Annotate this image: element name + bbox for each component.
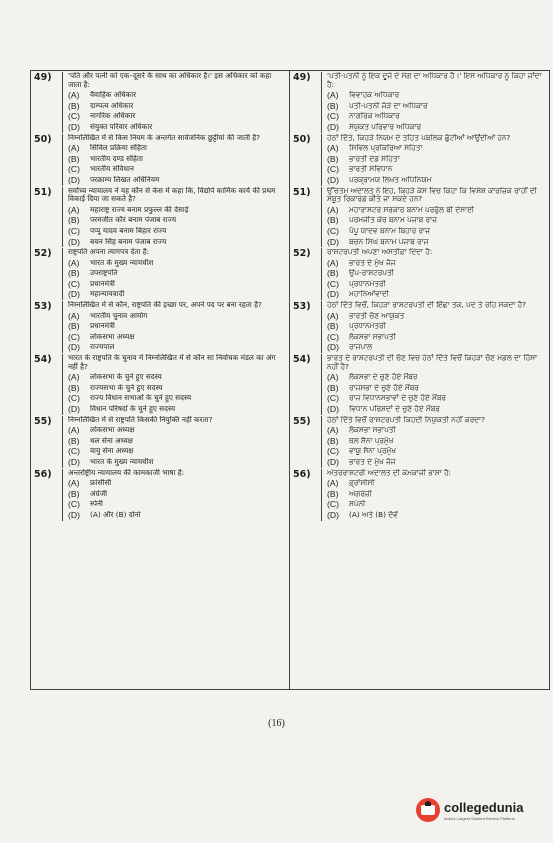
question-number: 54) xyxy=(31,354,63,415)
option-text: (A) ਅਤੇ (B) ਦੋਵੇਂ xyxy=(349,510,398,519)
option-text: ਲੋਕਸਭਾ ਸਭਾਪਤੀ xyxy=(349,332,396,341)
option-text: भारत के मुख्य न्यायधीश xyxy=(90,457,154,466)
option-letter: (C) xyxy=(327,393,339,404)
option-letter: (C) xyxy=(68,331,80,342)
option-letter: (B) xyxy=(68,215,80,226)
option-text: लोकसभा अध्यक्ष xyxy=(90,332,135,341)
option-letter: (B) xyxy=(327,382,339,393)
option-letter: (A) xyxy=(68,90,80,101)
answer-option xyxy=(327,111,545,122)
option-letter: (B) xyxy=(68,100,80,111)
answer-option xyxy=(327,446,545,457)
punjabi-column xyxy=(290,71,549,689)
option-letter: (A) xyxy=(68,478,80,489)
question-number: 53) xyxy=(290,301,322,353)
option-text: ਪੱਪੂ ਯਾਦਵ ਬਨਾਮ ਬਿਹਾਰ ਰਾਜ xyxy=(349,226,430,235)
option-letter: (B) xyxy=(68,488,80,499)
option-text: स्पेनी xyxy=(90,500,103,509)
option-text: ਭਾਰਤ ਦੇ ਮੁੱਖ ਜੱਜ xyxy=(349,258,396,267)
answer-option xyxy=(68,268,285,279)
option-text: वायु सेना अध्यक्ष xyxy=(90,447,134,456)
answer-option xyxy=(68,101,285,112)
answer-option xyxy=(68,332,285,343)
question-item xyxy=(31,300,289,353)
question-body xyxy=(63,354,289,415)
answer-option xyxy=(327,289,545,300)
option-letter: (A) xyxy=(327,478,339,489)
option-letter: (A) xyxy=(68,257,80,268)
option-letter: (D) xyxy=(327,509,339,520)
question-item xyxy=(31,247,289,300)
answer-option xyxy=(68,164,285,175)
option-text: ਸਿਵਿਲ ਪ੍ਰਕਿਰਿਆ ਸੰਹਿਤਾ xyxy=(349,144,423,153)
graduate-mascot-icon xyxy=(416,798,440,822)
option-letter: (C) xyxy=(327,278,339,289)
option-letter: (A) xyxy=(327,143,339,154)
answer-option xyxy=(68,404,285,415)
option-text: ਵਾਯੂ ਸੈਨਾ ਪ੍ਰਮੁੱਖ xyxy=(349,447,396,456)
option-letter: (D) xyxy=(327,289,339,300)
answer-option xyxy=(327,90,545,101)
option-text: अंग्रेजी xyxy=(90,489,107,498)
answer-option xyxy=(68,393,285,404)
answer-option xyxy=(327,175,545,186)
question-body xyxy=(63,134,289,186)
option-letter: (B) xyxy=(68,382,80,393)
question-number: 53) xyxy=(31,301,63,353)
option-text: ਪਤੀ-ਪਤਨੀ ਜੋੜੇ ਦਾ ਅਧਿਕਾਰ xyxy=(349,101,428,110)
question-text: 'पति और पत्नी को एक–दूसरे के साथ का अधिकार है।' इस अधिकार को कहा जाता है: xyxy=(68,72,272,89)
answer-option xyxy=(327,237,545,248)
question-number: 50) xyxy=(31,134,63,186)
answer-option xyxy=(68,372,285,383)
question-body xyxy=(322,469,549,521)
question-number: 55) xyxy=(31,416,63,468)
option-letter: (B) xyxy=(68,321,80,332)
option-letter: (B) xyxy=(327,268,339,279)
answer-option xyxy=(68,446,285,457)
answer-option xyxy=(68,457,285,468)
question-number: 49) xyxy=(31,72,63,133)
answer-option xyxy=(327,215,545,226)
option-letter: (B) xyxy=(327,435,339,446)
option-letter: (D) xyxy=(68,456,80,467)
option-letter: (C) xyxy=(68,499,80,510)
answer-option xyxy=(327,489,545,500)
question-number: 50) xyxy=(290,134,322,186)
question-sheet xyxy=(30,70,550,690)
option-text: ਵਿਧਾਨ ਪਰਿਸ਼ਦਾਂ ਦੇ ਚੁਣੇ ਹੋਏ ਮੈਂਬਰ xyxy=(349,405,440,413)
option-letter: (A) xyxy=(68,372,80,383)
option-letter: (A) xyxy=(327,257,339,268)
answer-option xyxy=(68,383,285,394)
option-text: ਫ਼੍ਰਾਂਸੀਸੀ xyxy=(349,479,375,488)
question-body xyxy=(322,301,549,353)
answer-option xyxy=(327,164,545,175)
option-text: ਮਹਾਰਾਸ਼ਟਰ ਸਰਕਾਰ ਬਨਾਮ ਪਰਫੁੱਲ ਬੀ ਦੇਸਾਈ xyxy=(349,205,474,214)
answer-option xyxy=(327,499,545,510)
option-letter: (A) xyxy=(68,204,80,215)
option-letter: (D) xyxy=(327,342,339,353)
question-text: ਅੰਤਰਰਾਸ਼ਟਰੀ ਅਦਾਲਤ ਦੀ ਕੰਮਕਾਜੀ ਭਾਸ਼ਾ ਹੈ: xyxy=(327,468,452,477)
logo-name: collegedunia xyxy=(444,799,524,815)
question-item xyxy=(290,186,549,248)
option-text: लोकसभा के चुने हुए सदस्य xyxy=(90,373,162,382)
answer-option xyxy=(68,510,285,521)
option-text: परक्राम्य लिखत अधिनियम xyxy=(90,175,160,184)
option-text: भारत के मुख्य न्यायधीश xyxy=(90,258,154,267)
answer-option xyxy=(68,258,285,269)
option-text: प्रधानमंत्री xyxy=(90,322,115,331)
option-letter: (D) xyxy=(327,404,339,414)
option-letter: (A) xyxy=(68,310,80,321)
answer-option xyxy=(327,404,545,415)
option-letter: (B) xyxy=(327,215,339,226)
question-body xyxy=(322,354,549,415)
question-text: ਹੇਠਾਂ ਦਿੱਤੇ ਵਿਚੋਂ ਰਾਸ਼ਟਰਪਤੀ ਕਿਹਦੀ ਨਿਯੁਕਤੀ ਨਹੀਂ ਕਰਦਾ? xyxy=(327,415,485,424)
question-body xyxy=(63,72,289,133)
question-text: अन्तर्राष्ट्रीय न्यायालय की कामकाजी भाषा है: xyxy=(68,468,185,477)
question-text: ਉੱਚਤਮ ਅਦਾਲਤ ਨੇ ਇਹ, ਕਿਹੜੇ ਕੇਸ ਵਿਚ ਕਿਹਾ ਕਿ ਵਿਸ਼ੇਸ਼ ਕਾਰਜ਼ਿਕ ਰਾਹੀਂ ਦੀ ਸਬੂਤ ਰਿਕਾਰਡ ਕੀਤੇ ਜਾ ਸਕਦੇ ਹਨ? xyxy=(327,186,537,204)
answer-option xyxy=(68,489,285,500)
option-letter: (A) xyxy=(327,90,339,101)
option-text: ਵਿਵਾਹਕ ਅਧਿਕਾਰ xyxy=(349,91,400,100)
question-item xyxy=(31,415,289,468)
answer-option xyxy=(327,226,545,237)
option-text: बचन सिंह बनाम पंजाब राज्य xyxy=(90,237,167,246)
answer-option xyxy=(327,342,545,353)
option-text: ਲੋਕਸਭਾ ਸਭਾਪਤੀ xyxy=(349,426,396,435)
answer-option xyxy=(327,457,545,468)
option-letter: (B) xyxy=(327,321,339,332)
option-letter: (A) xyxy=(68,143,80,154)
option-letter: (D) xyxy=(68,289,80,300)
question-body xyxy=(63,416,289,468)
question-item xyxy=(290,300,549,353)
question-body xyxy=(322,72,549,133)
answer-option xyxy=(327,321,545,332)
option-letter: (B) xyxy=(327,153,339,164)
option-text: ਪਰਕ੍ਰਾਮਯ ਲਿਖਤ ਅਧਿਨਿਯਮ xyxy=(349,175,432,184)
option-text: संयुक्त परिवार अधिकार xyxy=(90,122,153,131)
option-letter: (C) xyxy=(327,225,339,236)
question-item xyxy=(290,415,549,468)
question-text: राष्ट्रपति अपना त्यागपत्र देता है: xyxy=(68,248,150,257)
option-letter: (B) xyxy=(68,435,80,446)
answer-option xyxy=(68,499,285,510)
option-text: लोकसभा अध्यक्ष xyxy=(90,426,135,435)
option-letter: (C) xyxy=(68,225,80,236)
answer-option xyxy=(68,237,285,248)
option-text: ਥਲ ਸੈਨਾ ਪ੍ਰਮੁੱਖ xyxy=(349,436,394,445)
answer-option xyxy=(327,205,545,216)
option-text: ਨਾਗਰਿਕ ਅਧਿਕਾਰ xyxy=(349,112,400,121)
question-item xyxy=(31,468,289,521)
option-text: फ्रांसीसी xyxy=(90,479,112,488)
option-letter: (C) xyxy=(68,393,80,404)
question-number: 55) xyxy=(290,416,322,468)
option-letter: (D) xyxy=(327,236,339,247)
option-text: ਪਰਮਜੀਤ ਕੌਰ ਬਨਾਮ ਪੰਜਾਬ ਰਾਜ xyxy=(349,216,437,225)
question-text: 'ਪਤੀ-ਪਤਨੀ ਨੂੰ ਇਕ ਦੂਜੇ ਦੇ ਸੰਗ ਦਾ ਅਧਿਕਾਰ ਹੈ।' ਇਸ ਅਧਿਕਾਰ ਨੂੰ ਕਿਹਾ ਜਾਂਦਾ ਹੈ: xyxy=(327,72,542,89)
answer-option xyxy=(68,279,285,290)
answer-option xyxy=(68,90,285,101)
option-text: परमजीत कौर बनाम पंजाब राज्य xyxy=(90,216,177,225)
option-text: पप्पू यादव बनाम बिहार राज्य xyxy=(90,226,167,235)
option-text: ਲੋਕਸਭਾ ਦੇ ਚੁਣੇ ਹੋਏ ਮੈਂਬਰ xyxy=(349,373,418,382)
answer-option xyxy=(327,436,545,447)
collegedunia-logo xyxy=(416,798,523,822)
option-letter: (D) xyxy=(327,174,339,185)
option-letter: (B) xyxy=(327,100,339,111)
answer-option xyxy=(327,311,545,322)
option-letter: (A) xyxy=(327,204,339,215)
answer-option xyxy=(327,332,545,343)
question-body xyxy=(63,187,289,248)
question-body xyxy=(63,301,289,353)
question-item xyxy=(290,468,549,521)
answer-option xyxy=(327,268,545,279)
option-text: ਬਚਨ ਸਿੰਘ ਬਨਾਮ ਪੰਜਾਬ ਰਾਜ xyxy=(349,237,429,246)
option-text: ਮਹਾਨਿਆਂਵਾਦੀ xyxy=(349,290,389,299)
answer-option xyxy=(68,111,285,122)
option-text: दाम्पत्य अधिकार xyxy=(90,101,134,110)
option-letter: (B) xyxy=(68,153,80,164)
question-number: 51) xyxy=(290,187,322,248)
question-text: निम्नलिखित में से राष्ट्रपति किसकी नियुक्ति नहीं करता? xyxy=(68,415,213,424)
answer-option xyxy=(327,393,545,404)
option-text: ਭਾਰਤੀ ਸੰਵਿਧਾਨ xyxy=(349,165,393,174)
question-text: भारत के राष्ट्रपति के चुनाव में निम्नलिखित में से कौन सा निर्वाचक मंडल का अंग नहीं है? xyxy=(68,354,276,371)
option-text: भारतीय चुनाव आयोग xyxy=(90,311,148,320)
option-text: ਸੰਯੁਕਤ ਪਰਿਵਾਰ ਅਧਿਕਾਰ xyxy=(349,122,422,131)
answer-option xyxy=(68,425,285,436)
answer-option xyxy=(68,311,285,322)
option-text: उपराष्ट्रपति xyxy=(90,269,118,278)
option-text: प्रधानमंत्री xyxy=(90,279,115,288)
option-letter: (A) xyxy=(327,425,339,436)
option-letter: (D) xyxy=(68,509,80,520)
question-text: सर्वोच्च न्यायालय ने यह कौन से केस में कहा कि, विद्योपे कार्मिक कार्य की प्रथम विकाई दिया जा सकते है? xyxy=(68,186,276,204)
question-text: ਹੇਠਾਂ ਦਿੱਤੇ ਵਿਚੋਂ, ਕਿਹੜਾ ਰਾਸ਼ਟਰਪਤੀ ਦੀ ਇੱਛਾ ਤਕ, ਪਦ ਤੇ ਰਹਿ ਸਕਦਾ ਹੈ? xyxy=(327,301,526,310)
option-letter: (C) xyxy=(68,278,80,289)
question-body xyxy=(322,187,549,248)
option-text: भारतीय दण्ड संहिता xyxy=(90,154,143,163)
option-text: ਅੰਗਰੇਜ਼ੀ xyxy=(349,489,372,498)
option-letter: (C) xyxy=(327,164,339,175)
question-text: निम्नलिखित में से किस नियम के अन्तर्गत सार्वजनिक छुट्टीयां की जाती है? xyxy=(68,133,261,142)
answer-option xyxy=(327,425,545,436)
question-item xyxy=(290,133,549,186)
option-letter: (B) xyxy=(327,488,339,499)
answer-option xyxy=(327,143,545,154)
answer-option xyxy=(327,122,545,133)
answer-option xyxy=(68,215,285,226)
option-letter: (D) xyxy=(68,404,80,414)
option-letter: (A) xyxy=(68,425,80,436)
question-item xyxy=(290,353,549,415)
option-text: ਰਾਜਪਾਲ xyxy=(349,343,373,352)
question-text: ਹੇਠਾਂ ਦਿੱਤੇ, ਕਿਹੜੇ ਨਿਯਮ ਦੇ ਤਹਿਤ ਪਬਲਿਕ ਛੁੱਟੀਆਂ ਆਉਂਦੀਆਂ ਹਨ? xyxy=(327,133,511,142)
answer-option xyxy=(68,342,285,353)
option-letter: (B) xyxy=(68,268,80,279)
option-letter: (D) xyxy=(68,174,80,185)
question-text: ਭਾਰਤ ਦੇ ਰਾਸ਼ਟਰਪਤੀ ਦੀ ਚੋਣ ਵਿਚ ਹੇਠਾਂ ਦਿੱਤੇ ਵਿਚੋਂ ਕਿਹੜਾ ਚੋਣ ਮੰਡਲ ਦਾ ਹਿੱਸਾ ਨਹੀਂ ਹੈ? xyxy=(327,354,538,371)
option-letter: (D) xyxy=(68,121,80,132)
option-text: (A) और (B) दोनो xyxy=(90,510,141,519)
option-letter: (C) xyxy=(327,331,339,342)
answer-option xyxy=(68,143,285,154)
option-text: ਰਾਜ ਵਿਧਾਨਸਭਾਵਾਂ ਦੇ ਚੁਣੇ ਹੋਏ ਮੈਂਬਰ xyxy=(349,394,446,403)
question-body xyxy=(322,134,549,186)
option-text: राज्यपाल xyxy=(90,343,115,352)
answer-option xyxy=(327,478,545,489)
option-letter: (C) xyxy=(68,111,80,122)
option-text: ਉਪ-ਰਾਸ਼ਟਰਪਤੀ xyxy=(349,269,394,278)
question-body xyxy=(63,248,289,300)
answer-option xyxy=(327,383,545,394)
option-text: राज्य विधान सभाओं के चुने हुए सदस्य xyxy=(90,394,192,403)
option-letter: (A) xyxy=(327,372,339,383)
question-number: 54) xyxy=(290,354,322,415)
answer-option xyxy=(327,154,545,165)
answer-option xyxy=(68,226,285,237)
option-text: ਸਪੇਨੀ xyxy=(349,500,366,509)
question-item xyxy=(31,71,289,133)
answer-option xyxy=(327,372,545,383)
question-number: 56) xyxy=(31,469,63,521)
answer-option xyxy=(68,205,285,216)
question-number: 56) xyxy=(290,469,322,521)
option-letter: (D) xyxy=(68,236,80,247)
question-body xyxy=(63,469,289,521)
question-number: 49) xyxy=(290,72,322,133)
option-letter: (C) xyxy=(327,446,339,457)
answer-option xyxy=(68,289,285,300)
option-letter: (D) xyxy=(68,342,80,353)
option-text: राज्यसभा के चुने हुए सदस्य xyxy=(90,383,163,392)
question-text: ਰਾਸ਼ਟਰਪਤੀ ਅਪਣਾ ਅਸਤੀਫ਼ਾ ਦਿੰਦਾ ਹੈ: xyxy=(327,248,433,257)
question-number: 51) xyxy=(31,187,63,248)
answer-option xyxy=(327,279,545,290)
answer-option xyxy=(68,436,285,447)
option-letter: (C) xyxy=(327,499,339,510)
option-letter: (C) xyxy=(68,164,80,175)
option-text: महान्यायवादी xyxy=(90,290,125,299)
option-text: ਪ੍ਰਧਾਨਮੰਤਰੀ xyxy=(349,279,386,288)
option-letter: (A) xyxy=(327,310,339,321)
option-text: नागरिक अधिकार xyxy=(90,112,136,121)
answer-option xyxy=(68,478,285,489)
question-number: 52) xyxy=(31,248,63,300)
question-item xyxy=(290,71,549,133)
answer-option xyxy=(327,258,545,269)
question-item xyxy=(31,353,289,415)
option-text: ਭਾਰਤ ਦੇ ਮੁੱਖ ਜੱਜ xyxy=(349,457,396,466)
question-text: निम्नलिखित में से कौन, राष्ट्रपति की इच्छा पर, अपने पद पर बना रहता है? xyxy=(68,301,262,310)
question-body xyxy=(322,416,549,468)
answer-option xyxy=(327,101,545,112)
option-text: ਭਾਰਤੀ ਦੰਡ ਸੰਹਿਤਾ xyxy=(349,154,400,163)
question-item xyxy=(31,186,289,248)
option-text: ਭਾਰਤੀ ਚੋਣ ਆਯੁਕਤ xyxy=(349,311,405,320)
answer-option xyxy=(68,154,285,165)
option-text: भारतीय संविधान xyxy=(90,165,134,174)
option-text: थल सेना अध्यक्ष xyxy=(90,436,133,445)
option-letter: (D) xyxy=(327,121,339,132)
logo-tagline: India's Largest Student Review Platform xyxy=(444,815,516,821)
page-number: (16) xyxy=(268,718,285,729)
answer-option xyxy=(68,321,285,332)
answer-option xyxy=(327,510,545,521)
question-body xyxy=(322,248,549,300)
option-text: महाराष्ट्र राज्य बनाम प्रफुल्ल की देसाई xyxy=(90,205,189,214)
question-number: 52) xyxy=(290,248,322,300)
option-text: वैवाहिक अधिकार xyxy=(90,91,137,100)
option-letter: (C) xyxy=(68,446,80,457)
option-text: विधान परिषदों के चुने हुए सदस्य xyxy=(90,405,176,413)
answer-option xyxy=(68,175,285,186)
question-item xyxy=(290,247,549,300)
answer-option xyxy=(68,122,285,133)
hindi-column xyxy=(31,71,290,689)
option-text: सिविल प्रक्रिया संहिता xyxy=(90,144,147,153)
option-letter: (D) xyxy=(327,456,339,467)
option-text: ਰਾਜਸਭਾ ਦੇ ਚੁਣੇ ਹੋਏ ਮੈਂਬਰ xyxy=(349,383,419,392)
option-letter: (C) xyxy=(327,111,339,122)
option-text: ਪ੍ਰਧਾਨਮੰਤਰੀ xyxy=(349,322,386,331)
question-item xyxy=(31,133,289,186)
